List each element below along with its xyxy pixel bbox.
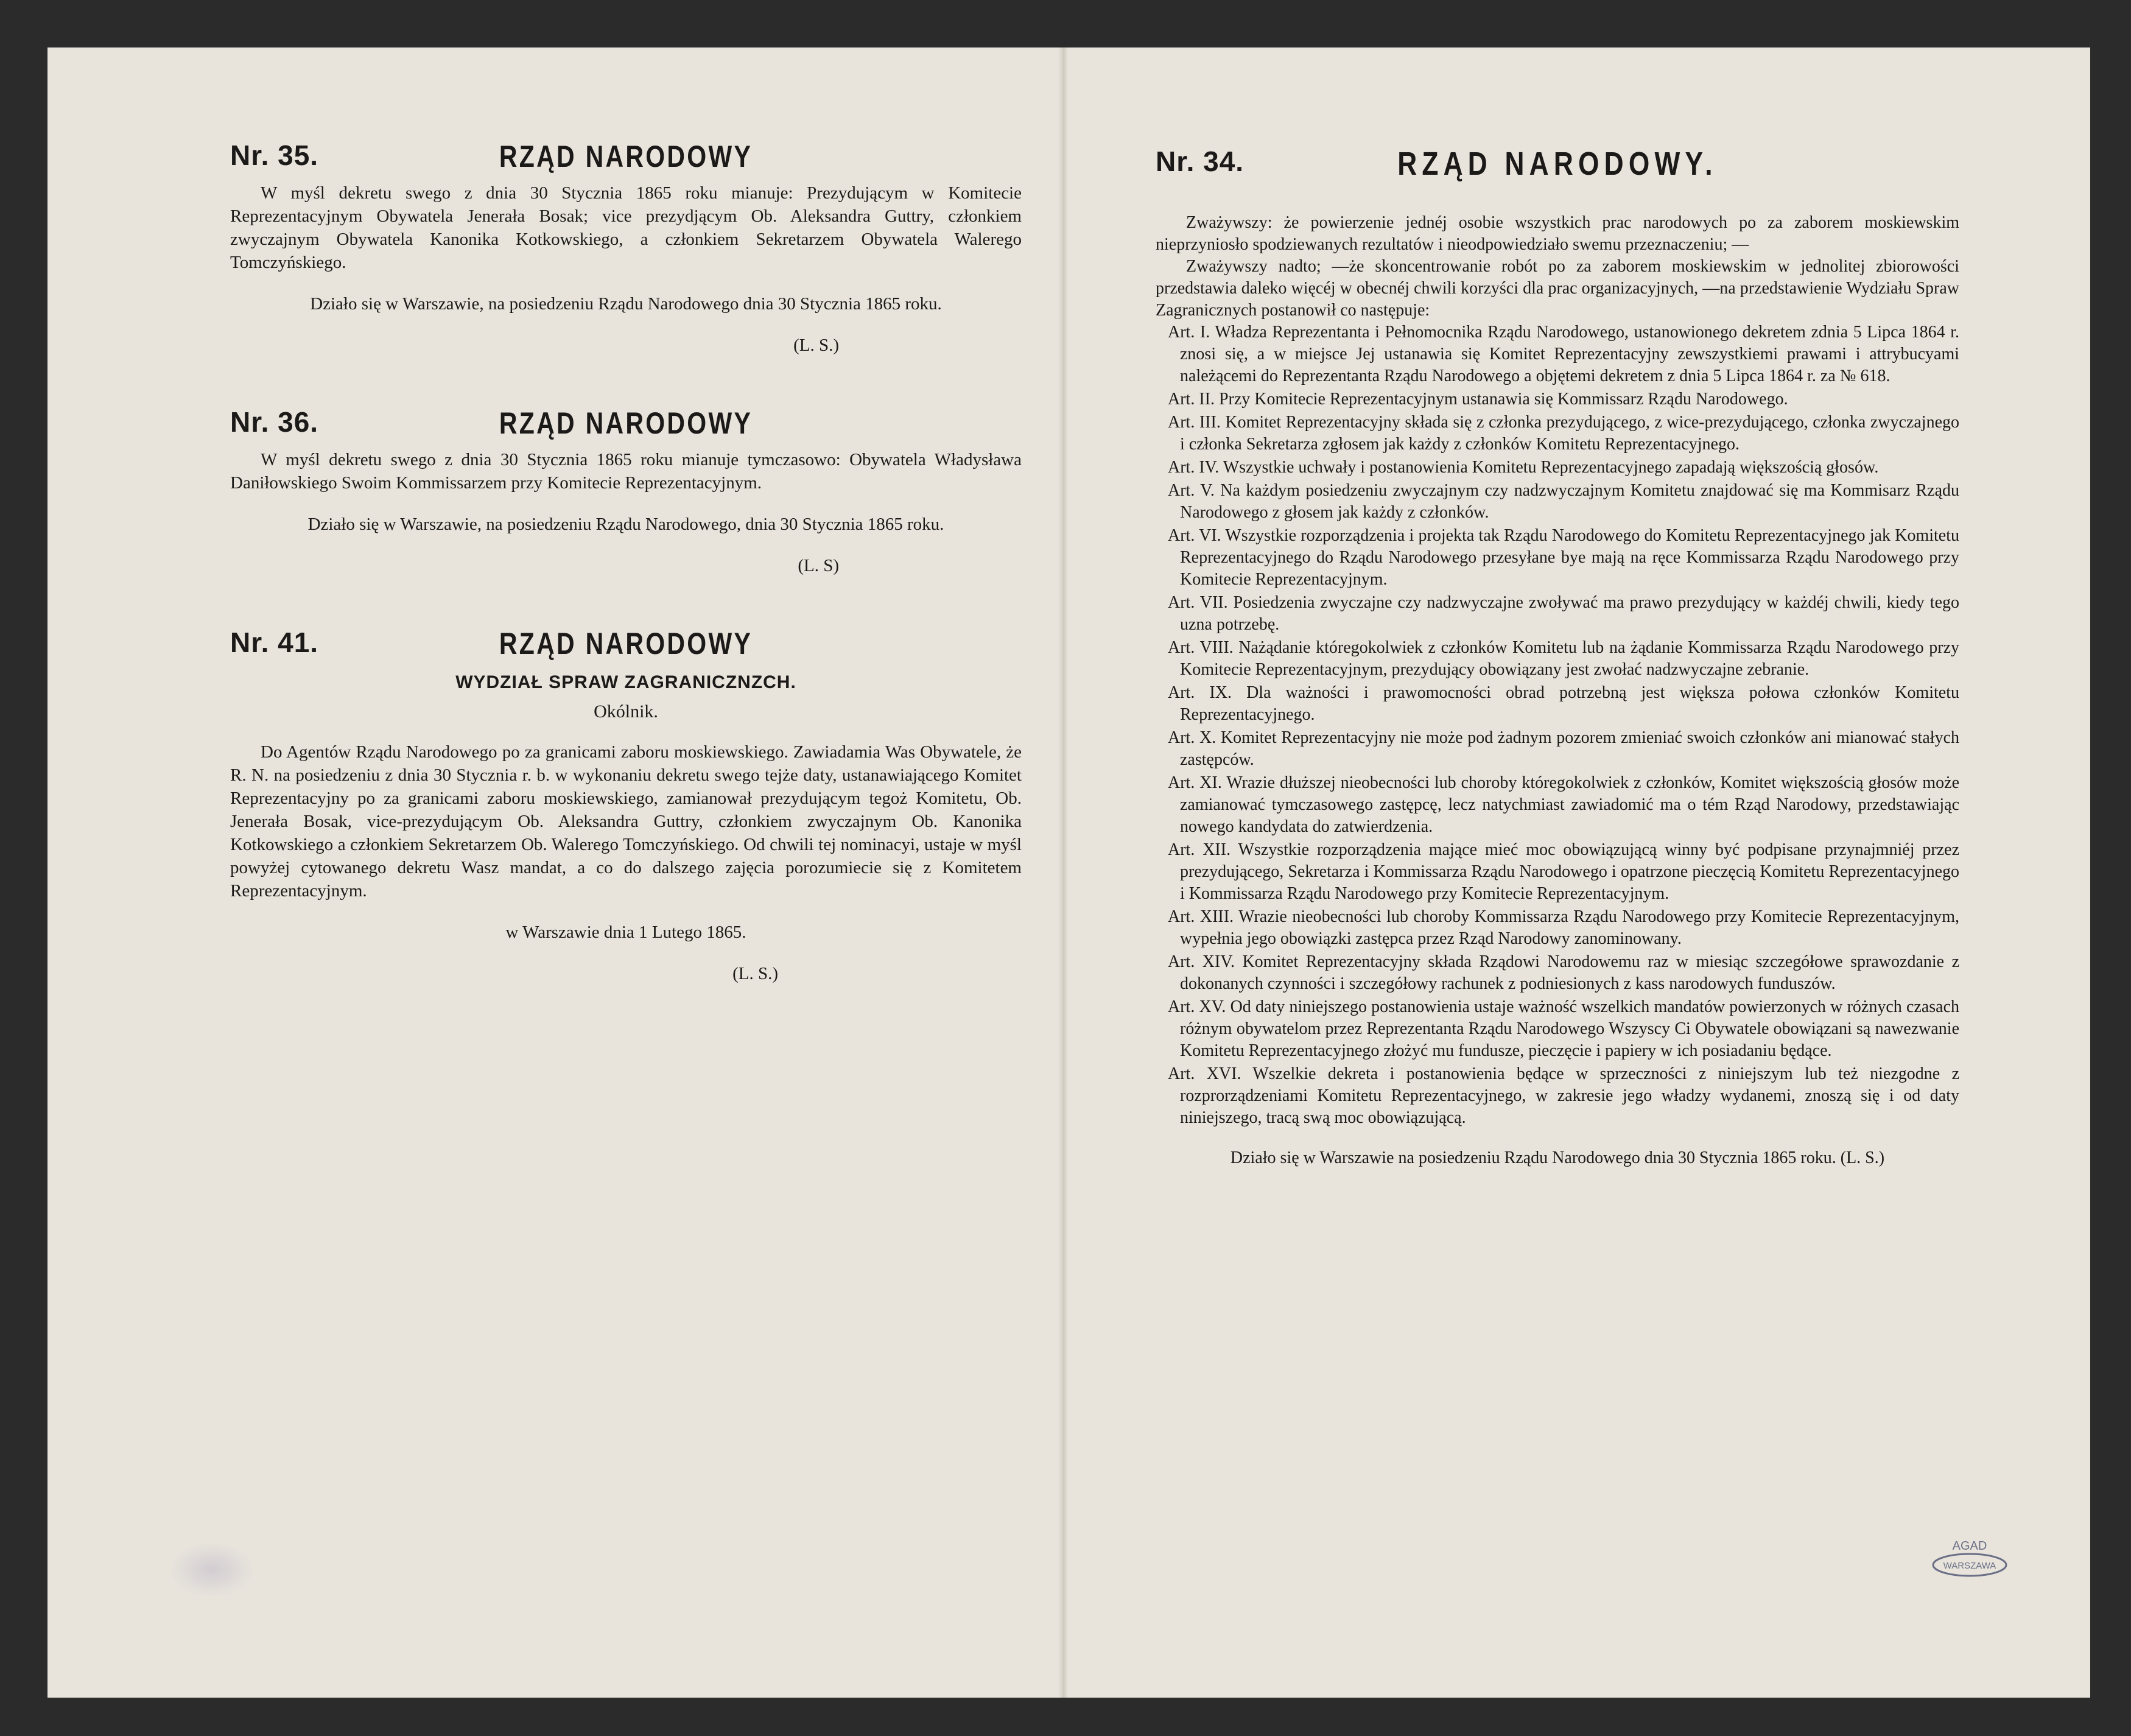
right-page bbox=[1156, 139, 1959, 1169]
decree-41 bbox=[230, 620, 1022, 985]
decree-body: Do Agentów Rządu Narodowego po za granicami zaboru moskiewskiego. Zawiadamia Was Obywatele, że R. N. na posiedzeniu z dnia 30 Stycznia r. b. w wykonaniu dekretu swego tejże daty, ustanawiającego Komitet Reprezentacyjny po za granicami zaboru moskiewskiego, zamianował prezydującym tegoż Komitetu, Ob. Jenerała Bosak, vice-prezydującym Ob. Aleksandra Guttry, członkiem zwyczajnym Ob. Kanonika Kotkowskiego a członkiem Sekretarzem Ob. Walerego Tomczyńskiego. Od chwili tej nominacyi, ustaje w myśl powyżej cytowanego dekretu Wasz mandat, a co do dalszego zajęcia porozumiecie się z Komitetem Reprezentacyjnym. bbox=[230, 742, 1022, 901]
decree-number: Nr. 34. bbox=[1156, 146, 1245, 177]
svg-text:AGAD: AGAD bbox=[1952, 1539, 1987, 1553]
decree-body: W myśl dekretu swego z dnia 30 Stycznia 1865 roku mianuje: Prezydującym w Komitecie Reprezentacyjnym Obywatela Jenerała Bosak; vice prezydjącym Ob. Aleksandra Guttry, członkiem zwyczajnym Obywatela Kanonika Kotkowskiego, a członkiem Sekretarzem Obywatela Walerego Tomczyńskiego. bbox=[230, 183, 1022, 272]
article: Art. V. Na każdym posiedzeniu zwyczajnym czy nadzwyczajnym Komitetu znajdować się ma Kommisarz Rządu Narodowego z głosem jak każdy z członków. bbox=[1168, 481, 1959, 522]
article: Art. XIII. Wrazie nieobecności lub choroby Kommissarza Rządu Narodowego przy Komitecie Reprezentacyjnym, wypełnia jego obowiązki zastępca przez Rząd Narodowy zanominowany. bbox=[1168, 907, 1959, 948]
article: Art. II. Przy Komitecie Reprezentacyjnym ustanawia się Kommissarz Rządu Narodowego. bbox=[1168, 390, 1788, 409]
department-heading: WYDZIAŁ SPRAW ZAGRANICZNZCH. bbox=[455, 672, 796, 692]
seal-mark: (L. S.) bbox=[793, 336, 839, 355]
decree-title: RZĄD NARODOWY. bbox=[1397, 146, 1718, 182]
article: Art. VII. Posiedzenia zwyczajne czy nadzwyczajne zwoływać ma prawo prezydujący w każdéj chwili, kiedy tego uzna potrzebę. bbox=[1168, 593, 1959, 634]
archive-stamp-icon bbox=[1930, 1537, 2009, 1580]
article: Art. VIII. Nażądanie któregokolwiek z członków Komitetu lub na żądanie Kommissarza Rządu Narodowego przy Komitecie Reprezentacyjnym, prezydujący obowiązany jest zwołać nadzwyczajne zebranie. bbox=[1168, 638, 1959, 679]
article: Art. XV. Od daty niniejszego postanowienia ustaje ważność wszelkich mandatów powierzonych w różnych czasach różnym obywatelom przez Reprezentanta Rządu Narodowego Wszyscy Ci Obywatele obowiązani są nawezwanie Komitetu Reprezentacyjnego złożyć mu fundusze, pieczęcie i papiery w ich posiadaniu będące. bbox=[1168, 997, 1959, 1060]
article: Art. XVI. Wszelkie dekreta i postanowienia będące w sprzeczności z niniejszym lub też niezgodne z rozprorządzeniami Komitetu Reprezentacyjnego, w zakresie jego władzy wydanemi, znoszą się i od daty niniejszego, tracą swą moc obowiązującą. bbox=[1168, 1064, 1959, 1127]
seal-mark: (L. S.) bbox=[732, 964, 778, 983]
decree-place-date: Działo się w Warszawie, na posiedzeniu Rządu Narodowego dnia 30 Stycznia 1865 roku. bbox=[310, 294, 942, 314]
decree-title: RZĄD NARODOWY bbox=[499, 406, 753, 440]
left-page bbox=[230, 133, 1022, 1028]
svg-text:WARSZAWA: WARSZAWA bbox=[1943, 1561, 1996, 1571]
decree-36 bbox=[230, 399, 1022, 577]
decree-35 bbox=[230, 133, 1022, 357]
decree-header bbox=[230, 399, 1022, 448]
circular-heading: Okólnik. bbox=[594, 701, 658, 722]
article: Art. I. Władza Reprezentanta i Pełnomocnika Rządu Narodowego, ustanowionego dekretem zdnia 5 Lipca 1864 r. znosi się, a w miejsce Jej ustanawia się Komitet Reprezentacyjny zewszystkiemi prawami i attrybucyami należącemi do Reprezentanta Rządu Narodowego a objętemi dekretem z dnia 5 Lipca 1864 r. za № 618. bbox=[1168, 323, 1959, 385]
faint-ink-stamp bbox=[169, 1542, 255, 1597]
decree-body: W myśl dekretu swego z dnia 30 Stycznia 1865 roku mianuje tymczasowo: Obywatela Władysława Daniłowskiego Swoim Kommissarzem przy Komitecie Reprezentacyjnym. bbox=[230, 450, 1022, 493]
decree-title: RZĄD NARODOWY bbox=[499, 139, 753, 174]
decree-title: RZĄD NARODOWY bbox=[499, 627, 753, 661]
articles-list bbox=[1156, 322, 1959, 1129]
article: Art. VI. Wszystkie rozporządzenia i projekta tak Rządu Narodowego do Komitetu Reprezentacyjnego jak Komitetu Reprezentacyjnego do Rządu Narodowego przesyłane bye mają na ręce Kommissarza Rządu Narodowego przy Komitecie Reprezentacyjnym. bbox=[1168, 526, 1959, 589]
article: Art. IV. Wszystkie uchwały i postanowienia Komitetu Reprezentacyjnego zapadają większością głosów. bbox=[1168, 458, 1879, 477]
article: Art. III. Komitet Reprezentacyjny składa się z członka prezydującego, z wice-prezydującego, członka zwyczajnego i członka Sekretarza zgłosem jak każdy z członków Komitetu Reprezentacyjnego. bbox=[1168, 413, 1959, 454]
seal-mark: (L. S) bbox=[798, 556, 839, 575]
decree-header bbox=[230, 620, 1022, 669]
article: Art. XIV. Komitet Reprezentacyjny składa Rządowi Narodowemu raz w miesiąc szczegółowe sprawozdanie z dokonanych czynności i szczegółowy rachunek z podniesionych z kass narodowych funduszów. bbox=[1168, 952, 1959, 993]
decree-number: Nr. 35. bbox=[230, 139, 319, 171]
article: Art. XII. Wszystkie rozporządzenia mające mieć moc obowiązującą winny być podpisane przynajmniéj przez prezydującego, Sekretarza i Kommissarza Rządu Narodowego i opatrzone pieczęcią Komitetu Reprezentacyjnego i Kommissarza Rządu Narodowego przy Komitecie Reprezentacyjnym. bbox=[1168, 840, 1959, 903]
article: Art. XI. Wrazie dłuższej nieobecności lub choroby któregokolwiek z członków, Komitet większością głosów może zamianować tymczasowego zastępcę, lecz natychmiast zawiadomić ma o tém Rząd Narodowy, przedstawiając nowego kandydata do zatwierdzenia. bbox=[1168, 773, 1959, 836]
article: Art. IX. Dla ważności i prawomocności obrad potrzebną jest większa połowa członków Komitetu Reprezentacyjnego. bbox=[1168, 683, 1959, 724]
preamble-paragraph: Zważywszy: że powierzenie jednéj osobie wszystkich prac narodowych po za zaborem moskiewskim nieprzyniosło spodziewanych rezultatów i nieodpowiedziało swemu przeznaczeniu; — bbox=[1156, 213, 1959, 254]
decree-number: Nr. 41. bbox=[230, 627, 319, 658]
article: Art. X. Komitet Reprezentacyjny nie może pod żadnym pozorem zmieniać swoich członków ani mianować stałych zastępców. bbox=[1168, 728, 1959, 769]
page-fold bbox=[1058, 47, 1068, 1698]
decree-place-date: Działo się w Warszawie na posiedzeniu Rządu Narodowego dnia 30 Stycznia 1865 roku. (L. S.) bbox=[1230, 1148, 1885, 1167]
decree-place-date: w Warszawie dnia 1 Lutego 1865. bbox=[505, 922, 746, 942]
decree-place-date: Działo się w Warszawie, na posiedzeniu Rządu Narodowego, dnia 30 Stycznia 1865 roku. bbox=[307, 515, 944, 534]
decree-number: Nr. 36. bbox=[230, 406, 319, 438]
document-sheet bbox=[47, 47, 2090, 1698]
decree-header bbox=[1156, 139, 1959, 188]
decree-header bbox=[230, 133, 1022, 181]
preamble-paragraph: Zważywszy nadto; —że skoncentrowanie robót po za zaborem moskiewskim w jednolitej zbiorowości przedstawia daleko więcéj w obecnéj chwili korzyści dla prac organizacyjnych, —na przedstawienie Wydziału Spraw Zagranicznych postanowił co następuje: bbox=[1156, 257, 1959, 320]
